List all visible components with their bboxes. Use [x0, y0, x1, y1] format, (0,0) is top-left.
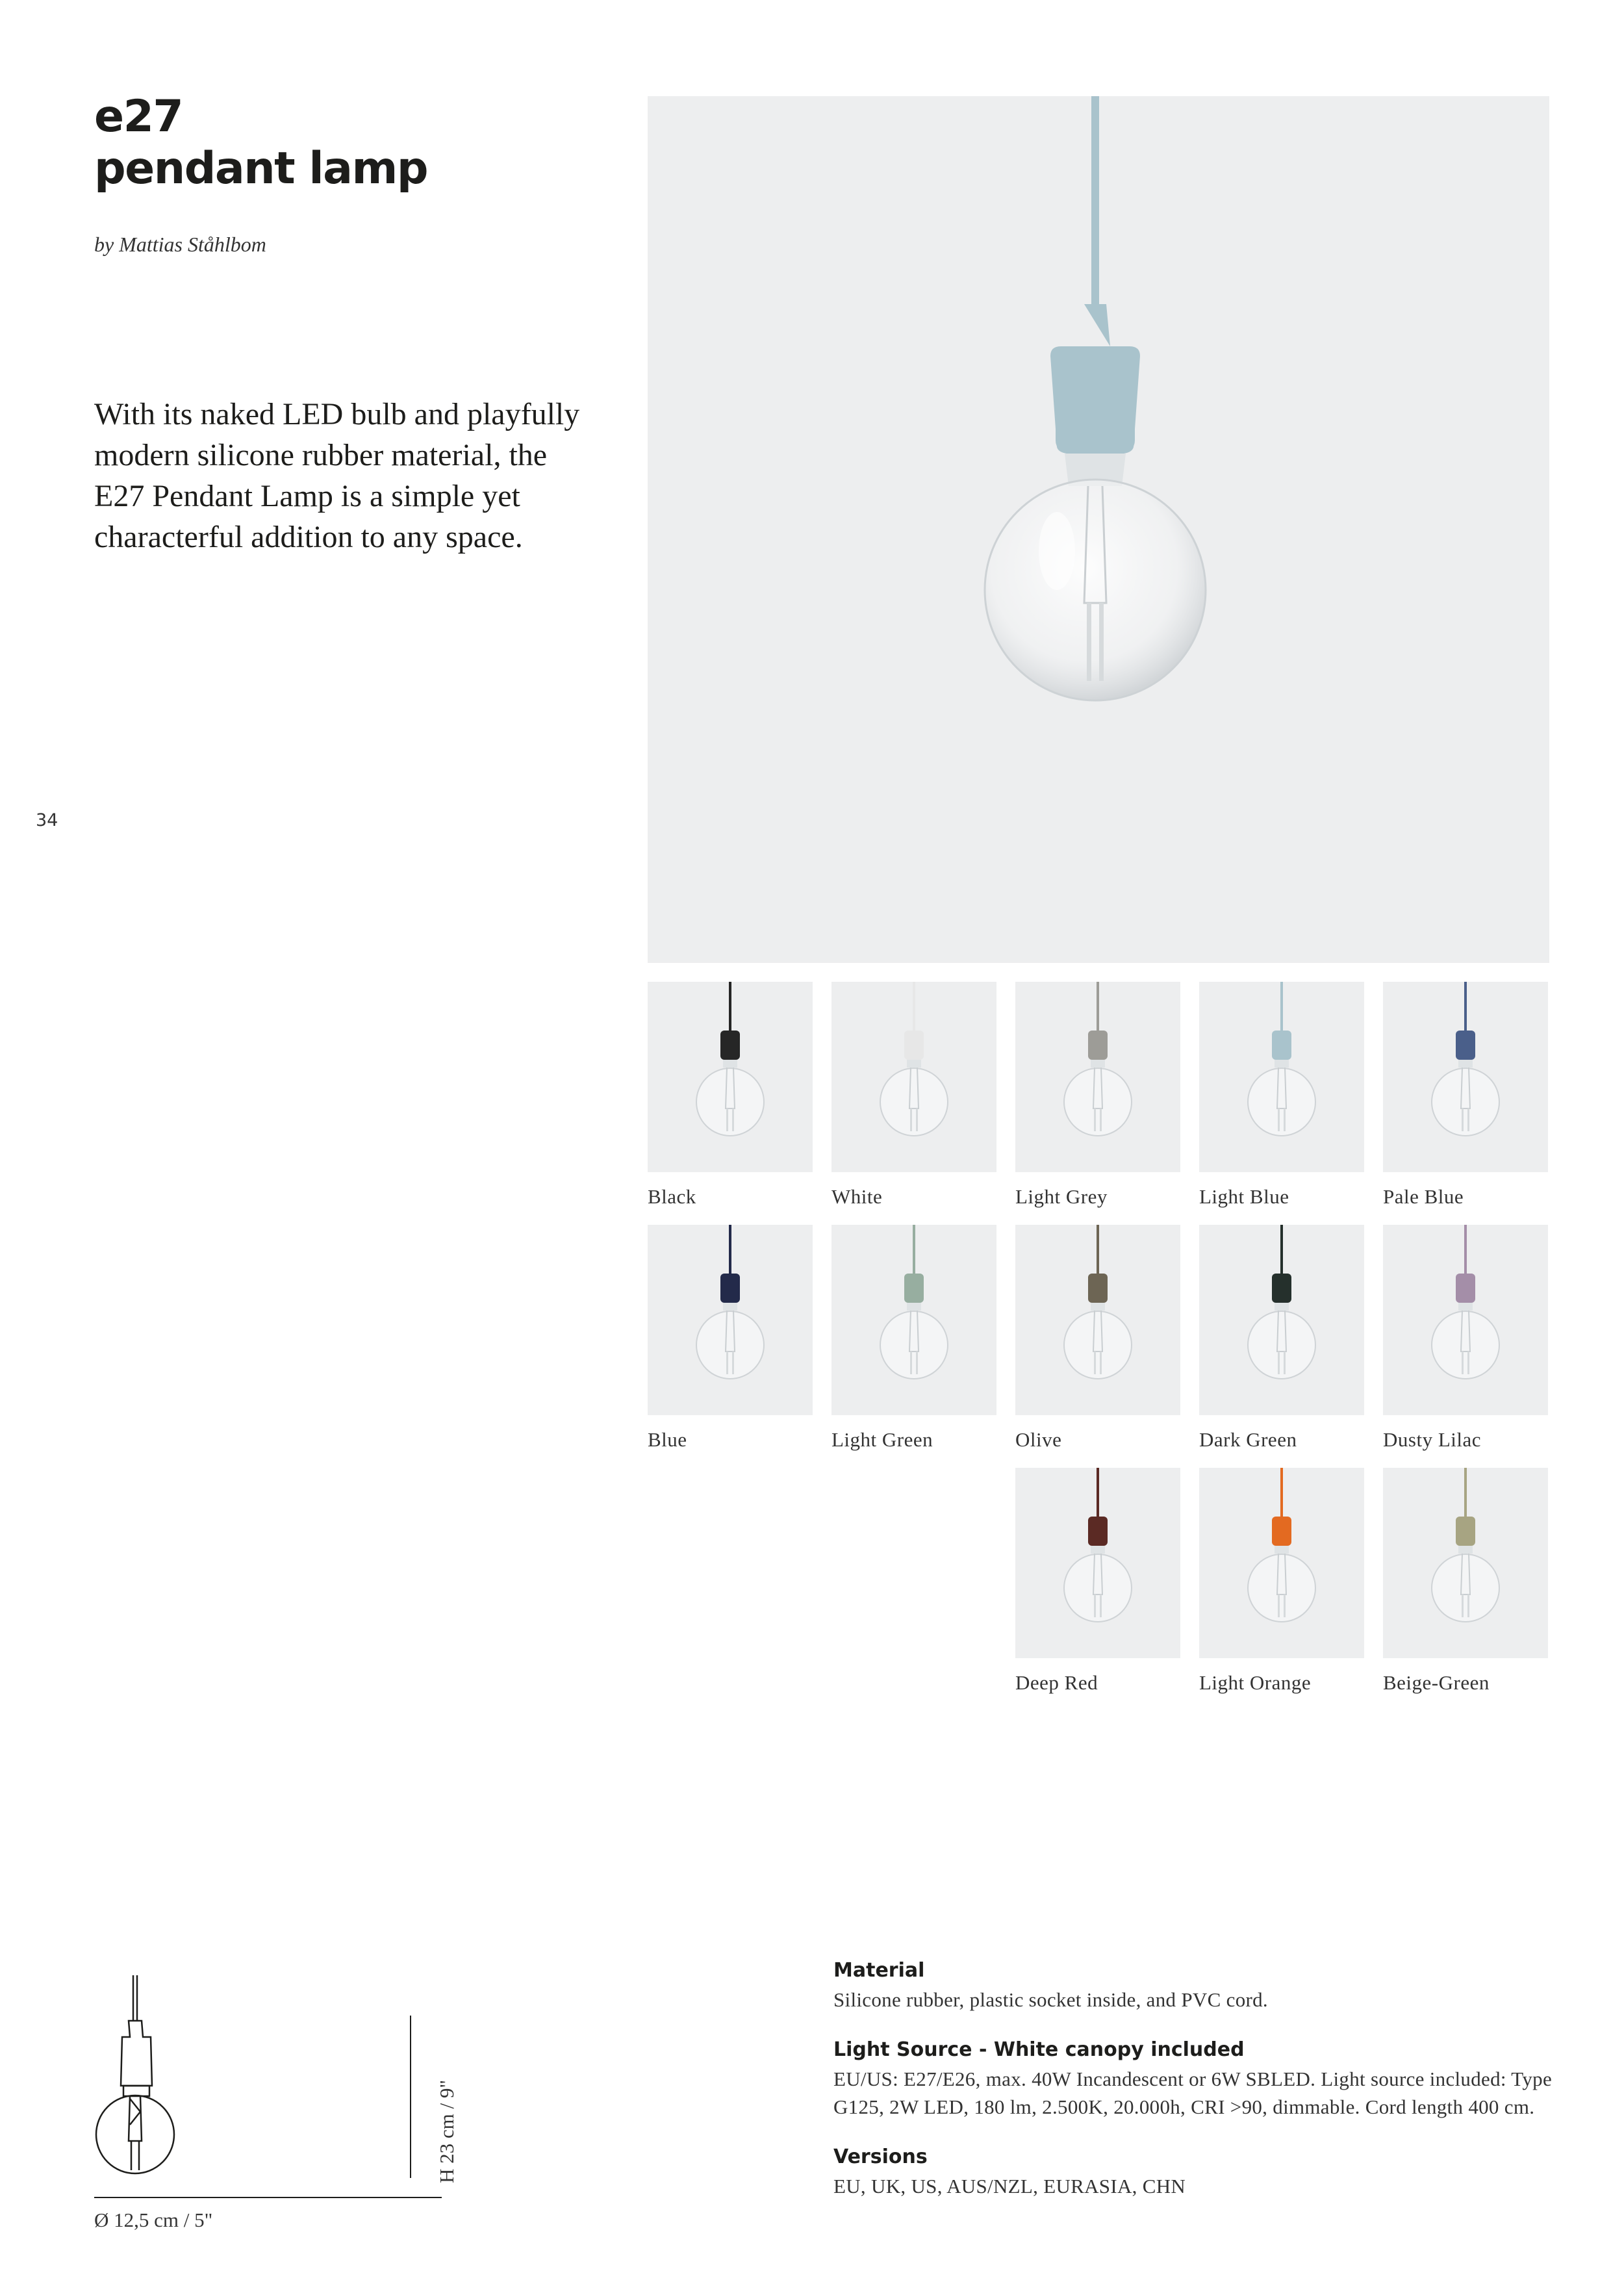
- material-text: Silicone rubber, plastic socket inside, and PVC cord.: [833, 1988, 1268, 2011]
- swatch-label: Black: [648, 1185, 696, 1208]
- versions-heading: Versions: [833, 2146, 928, 2168]
- swatch-label: Light Blue: [1199, 1185, 1289, 1208]
- light-source-heading: Light Source - White canopy included: [833, 2038, 1245, 2061]
- color-swatch: [1015, 1468, 1180, 1695]
- swatch-lamp-image: [1015, 1225, 1180, 1415]
- swatch-label: Pale Blue: [1383, 1185, 1464, 1208]
- swatch-label: Light Green: [831, 1428, 933, 1451]
- color-swatch: [1383, 1468, 1548, 1695]
- lamp-icon: [1199, 1468, 1364, 1658]
- product-description: With its naked LED bulb and playfully modern silicone rubber material, the E27 Pendant Lamp is a simple yet characterful addition to any space.: [94, 397, 580, 554]
- swatch-lamp-image: [1199, 1468, 1364, 1658]
- swatch-lamp-image: [1199, 1225, 1364, 1415]
- versions-text: EU, UK, US, AUS/NZL, EURASIA, CHN: [833, 2175, 1186, 2197]
- versions-spec: [833, 2146, 1561, 2200]
- swatch-label: Blue: [648, 1428, 687, 1451]
- hero-lamp-image: [648, 96, 1549, 963]
- pendant-lamp-photo-icon: [648, 96, 1549, 963]
- color-swatch: [1383, 1225, 1548, 1452]
- swatch-lamp-image: [1383, 1468, 1548, 1658]
- light-source-spec: [833, 2038, 1561, 2121]
- height-dimension: H 23 cm / 9": [435, 2079, 458, 2183]
- lamp-icon: [1015, 982, 1180, 1172]
- swatch-label: Olive: [1015, 1428, 1062, 1451]
- swatch-label: White: [831, 1185, 883, 1208]
- title-line-1: e27: [94, 91, 183, 142]
- product-title: [94, 91, 427, 195]
- lamp-icon: [1383, 1225, 1548, 1415]
- color-swatch: [1015, 982, 1180, 1209]
- swatch-label: Dark Green: [1199, 1428, 1297, 1451]
- swatch-lamp-image: [831, 982, 996, 1172]
- color-swatch: [831, 982, 996, 1209]
- lamp-icon: [831, 1225, 996, 1415]
- lamp-icon: [1199, 982, 1364, 1172]
- width-dimension: Ø 12,5 cm / 5": [94, 2209, 213, 2231]
- swatch-label: Dusty Lilac: [1383, 1428, 1481, 1451]
- swatch-label: Light Orange: [1199, 1671, 1312, 1694]
- specifications: [833, 1959, 1561, 2225]
- lamp-icon: [1015, 1225, 1180, 1415]
- color-swatch: [648, 982, 813, 1209]
- lamp-icon: [1015, 1468, 1180, 1658]
- lamp-icon: [1383, 1468, 1548, 1658]
- color-swatch: [1015, 1225, 1180, 1452]
- light-source-text: EU/US: E27/E26, max. 40W Incandescent or 6W SBLED. Light source included: Type G125, 2W LED, 180 lm, 2.500K, 20.000h, CRI >90, dimmable. Cord length 400 cm.: [833, 2068, 1553, 2118]
- title-line-2: pendant lamp: [94, 143, 428, 194]
- swatch-lamp-image: [1015, 982, 1180, 1172]
- lamp-icon: [831, 982, 996, 1172]
- color-swatch: [1199, 1225, 1364, 1452]
- lamp-icon: [1199, 1225, 1364, 1415]
- swatch-lamp-image: [648, 1225, 813, 1415]
- material-heading: Material: [833, 1959, 925, 1982]
- color-swatch: [648, 1225, 813, 1452]
- designer-credit: by Mattias Ståhlbom: [94, 233, 266, 256]
- color-swatch: [831, 1225, 996, 1452]
- swatch-lamp-image: [1383, 1225, 1548, 1415]
- lamp-icon: [648, 1225, 813, 1415]
- color-swatch: [1199, 1468, 1364, 1695]
- color-swatch: [1383, 982, 1548, 1209]
- swatch-lamp-image: [1199, 982, 1364, 1172]
- dimension-drawing-icon: [78, 1975, 455, 2222]
- page-number: 34: [36, 810, 58, 830]
- swatch-lamp-image: [648, 982, 813, 1172]
- swatch-label: Light Grey: [1015, 1185, 1108, 1208]
- swatch-label: Deep Red: [1015, 1671, 1098, 1694]
- swatch-lamp-image: [1383, 982, 1548, 1172]
- material-spec: [833, 1959, 1561, 2014]
- swatch-lamp-image: [831, 1225, 996, 1415]
- lamp-icon: [648, 982, 813, 1172]
- lamp-icon: [1383, 982, 1548, 1172]
- swatch-label: Beige-Green: [1383, 1671, 1490, 1694]
- swatch-lamp-image: [1015, 1468, 1180, 1658]
- color-swatch: [1199, 982, 1364, 1209]
